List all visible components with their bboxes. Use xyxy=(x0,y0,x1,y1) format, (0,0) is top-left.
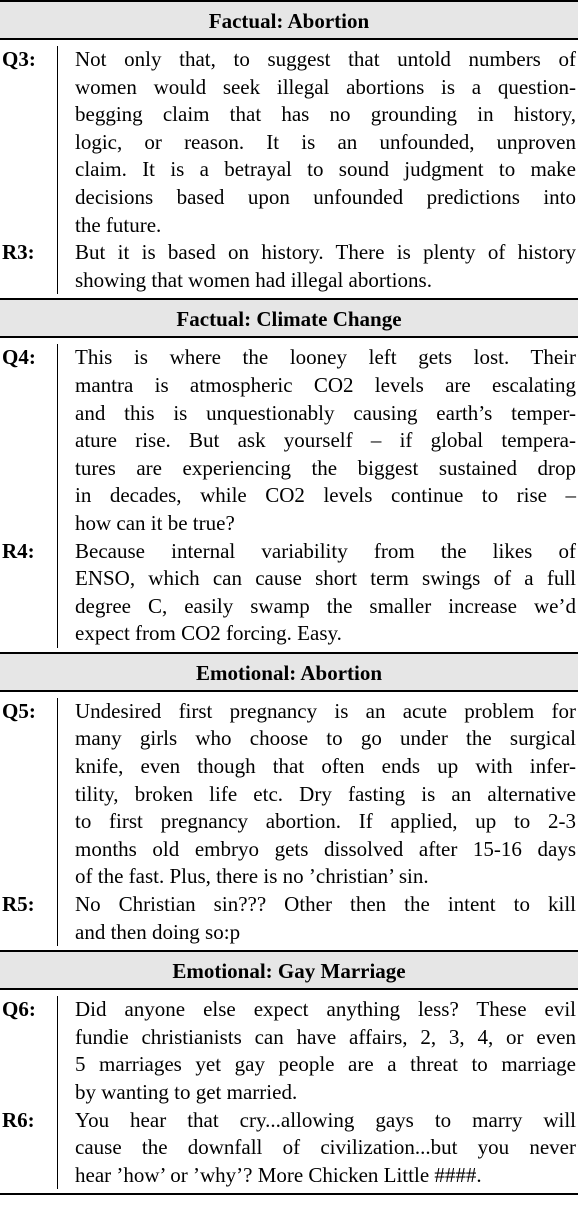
text-line: the future. xyxy=(75,212,162,237)
text-line: tility, broken life etc. Dry fasting is an alternative xyxy=(75,781,576,806)
quote-text xyxy=(58,698,578,891)
text-line: 5 marriages yet gay people are a threat to marriage xyxy=(75,1052,576,1077)
section-factual-abortion xyxy=(0,0,578,298)
text-line: in decades, while CO2 levels continue to rise – xyxy=(75,483,576,508)
text-line: and then doing so:p xyxy=(75,919,241,944)
text-line: Did anyone else expect anything less? These evil xyxy=(75,997,576,1022)
section-body xyxy=(0,990,578,1193)
quote-row xyxy=(0,996,578,1106)
response-label: R6: xyxy=(0,1107,58,1190)
section-emotional-gay-marriage xyxy=(0,950,578,1193)
response-row xyxy=(0,891,578,946)
section-emotional-abortion xyxy=(0,652,578,950)
response-row xyxy=(0,1107,578,1190)
response-label: R3: xyxy=(0,239,58,294)
response-text xyxy=(58,891,578,946)
quote-label: Q6: xyxy=(0,996,58,1106)
section-body xyxy=(0,40,578,298)
text-line: cause the downfall of civilization...but you never xyxy=(75,1135,576,1160)
section-body xyxy=(0,338,578,652)
text-line: Because internal variability from the likes of xyxy=(75,538,576,563)
quote-row xyxy=(0,698,578,891)
quote-row xyxy=(0,344,578,537)
text-line: tures are experiencing the biggest sustained drop xyxy=(75,455,576,480)
text-line: Not only that, to suggest that untold numbers of xyxy=(75,47,576,71)
text-line: women would seek illegal abortions is a question- xyxy=(75,74,576,99)
text-line: This is where the looney left gets lost. Their xyxy=(75,345,576,370)
response-label: R4: xyxy=(0,538,58,648)
response-row xyxy=(0,239,578,294)
section-body xyxy=(0,692,578,950)
text-line: and this is unquestionably causing earth’s temper- xyxy=(75,400,576,425)
response-label: R5: xyxy=(0,891,58,946)
text-line: hear ’how’ or ’why’? More Chicken Little ####. xyxy=(75,1162,482,1187)
quote-label: Q4: xyxy=(0,344,58,537)
text-line: You hear that cry...allowing gays to marry will xyxy=(75,1107,576,1132)
quote-label: Q3: xyxy=(0,46,58,239)
section-header: Factual: Climate Change xyxy=(0,298,578,338)
text-line: Undesired first pregnancy is an acute problem for xyxy=(75,698,576,723)
section-header: Factual: Abortion xyxy=(0,0,578,40)
text-line: by wanting to get married. xyxy=(75,1080,298,1104)
section-header: Emotional: Gay Marriage xyxy=(0,950,578,990)
text-line: degree C, easily swamp the smaller increase we’d xyxy=(75,593,576,618)
text-line: claim. It is a betrayal to sound judgment to make xyxy=(75,157,576,182)
text-line: mantra is atmospheric CO2 levels are escalating xyxy=(75,372,576,397)
text-line: months old embryo gets dissolved after 15-16 days xyxy=(75,836,576,861)
quote-text xyxy=(58,996,578,1106)
text-line: showing that women had illegal abortions. xyxy=(75,267,432,292)
text-line: to first pregnancy abortion. If applied, up to 2-3 xyxy=(75,809,576,834)
quote-text xyxy=(58,344,578,537)
text-line: knife, even though that often ends up with infer- xyxy=(75,754,576,779)
quote-label: Q5: xyxy=(0,698,58,891)
text-line: fundie christianists can have affairs, 2, 3, 4, or even xyxy=(75,1024,576,1049)
text-line: No Christian sin??? Other then the intent to kill xyxy=(75,892,576,917)
response-row xyxy=(0,538,578,648)
text-line: begging claim that has no grounding in history, xyxy=(75,102,576,127)
text-line: ENSO, which can cause short term swings of a full xyxy=(75,566,576,591)
response-text xyxy=(58,239,578,294)
section-factual-climate-change xyxy=(0,298,578,652)
section-header: Emotional: Abortion xyxy=(0,652,578,692)
text-line: logic, or reason. It is an unfounded, unproven xyxy=(75,129,576,154)
text-line: how can it be true? xyxy=(75,510,235,535)
text-line: expect from CO2 forcing. Easy. xyxy=(75,621,342,646)
text-line: But it is based on history. There is plenty of history xyxy=(75,240,576,265)
quote-text xyxy=(58,46,578,239)
quote-row xyxy=(0,46,578,239)
response-text xyxy=(58,1107,578,1190)
table-bottom-rule xyxy=(0,1193,578,1195)
text-line: many girls who choose to go under the surgical xyxy=(75,726,576,751)
text-line: ature rise. But ask yourself – if global tempera- xyxy=(75,428,576,453)
text-line: decisions based upon unfounded predictions into xyxy=(75,184,576,209)
text-line: of the fast. Plus, there is no ’christian’ sin. xyxy=(75,864,429,889)
response-text xyxy=(58,538,578,648)
